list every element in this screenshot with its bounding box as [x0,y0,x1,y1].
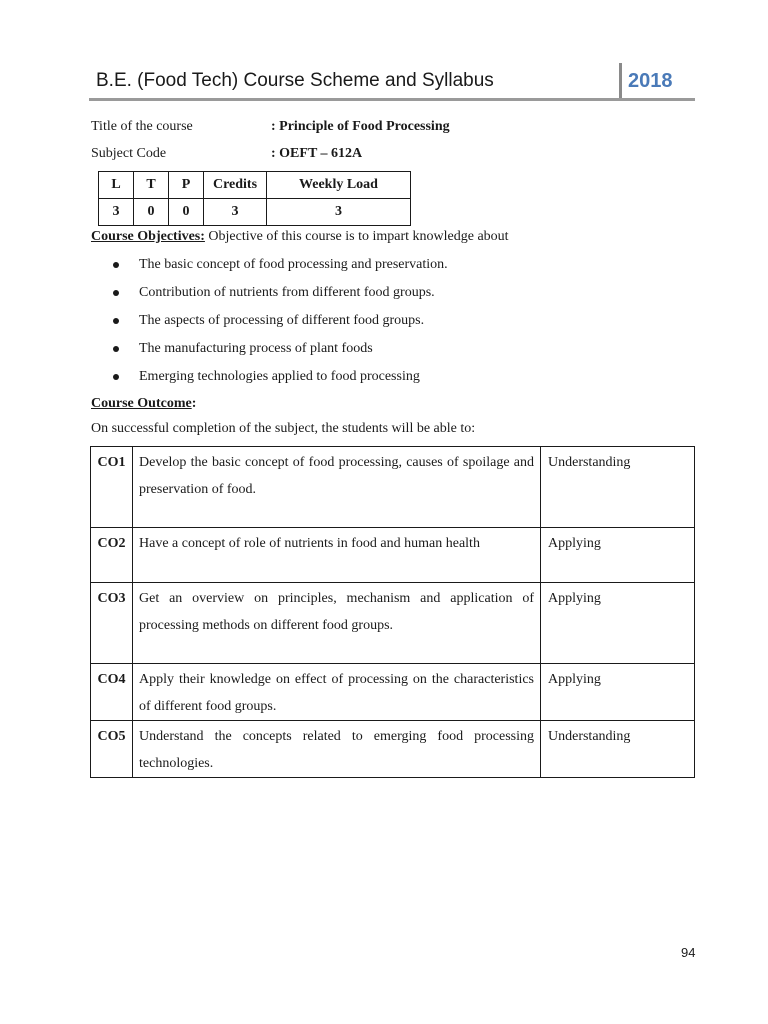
subject-code-value: : OEFT – 612A [271,146,363,161]
ltp-value-credits: 3 [204,199,267,226]
list-item [110,338,670,366]
co-code: CO4 [91,664,133,721]
objective-text: The manufacturing process of plant foods [139,341,373,356]
header-rule [89,98,695,101]
list-item [110,282,670,310]
ltp-header-credits: Credits [204,172,267,199]
header-divider [619,63,622,101]
course-outcome-table [90,446,695,778]
ltp-header-t: T [134,172,169,199]
ltp-value-t: 0 [134,199,169,226]
co-level: Applying [541,664,695,721]
co-description: Understand the concepts related to emerging food processing technologies. [133,721,541,778]
ltp-header-l: L [99,172,134,199]
ltp-value-p: 0 [169,199,204,226]
co-description: Get an overview on principles, mechanism and application of processing methods on different food groups. [133,583,541,664]
table-row [91,664,695,721]
co-code: CO5 [91,721,133,778]
course-title-label: Title of the course [91,119,193,134]
table-row [91,528,695,583]
co-description: Develop the basic concept of food processing, causes of spoilage and preservation of food. [133,447,541,528]
ltp-credits-table [98,171,411,226]
ltp-header-row [99,172,411,199]
course-outcome-colon: : [191,396,197,411]
table-row [91,583,695,664]
co-code: CO3 [91,583,133,664]
course-outcome-intro: On successful completion of the subject, the students will be able to: [91,421,476,436]
document-header-year: 2018 [628,70,673,92]
list-item [110,366,670,394]
list-item [110,310,670,338]
course-outcome-line [91,396,196,412]
table-row [91,721,695,778]
co-code: CO1 [91,447,133,528]
course-objectives-heading: Course Objectives: [91,229,205,244]
course-objectives-intro: Objective of this course is to impart knowledge about [204,229,509,244]
bullet-icon [113,318,119,324]
ltp-value-weekly-load: 3 [267,199,411,226]
page-number: 94 [681,945,696,960]
co-description: Have a concept of role of nutrients in food and human health [133,528,541,583]
course-outcome-heading: Course Outcome [91,396,192,411]
objective-text: The basic concept of food processing and preservation. [139,257,448,272]
co-code: CO2 [91,528,133,583]
co-level: Applying [541,528,695,583]
co-level: Understanding [541,721,695,778]
bullet-icon [113,290,119,296]
ltp-value-l: 3 [99,199,134,226]
bullet-icon [113,374,119,380]
objective-text: The aspects of processing of different food groups. [139,313,425,328]
co-level: Applying [541,583,695,664]
document-header-title: B.E. (Food Tech) Course Scheme and Syllabus [96,70,494,91]
objective-text: Emerging technologies applied to food processing [139,369,420,384]
ltp-header-p: P [169,172,204,199]
subject-code-label: Subject Code [91,146,167,161]
objectives-list [110,254,670,394]
table-row [91,447,695,528]
bullet-icon [113,262,119,268]
ltp-value-row [99,199,411,226]
ltp-header-weekly-load: Weekly Load [267,172,411,199]
bullet-icon [113,346,119,352]
co-level: Understanding [541,447,695,528]
list-item [110,254,670,282]
objective-text: Contribution of nutrients from different food groups. [139,285,435,300]
course-title-value: : Principle of Food Processing [271,119,450,134]
co-description: Apply their knowledge on effect of processing on the characteristics of different food groups. [133,664,541,721]
course-objectives-line [91,229,509,245]
